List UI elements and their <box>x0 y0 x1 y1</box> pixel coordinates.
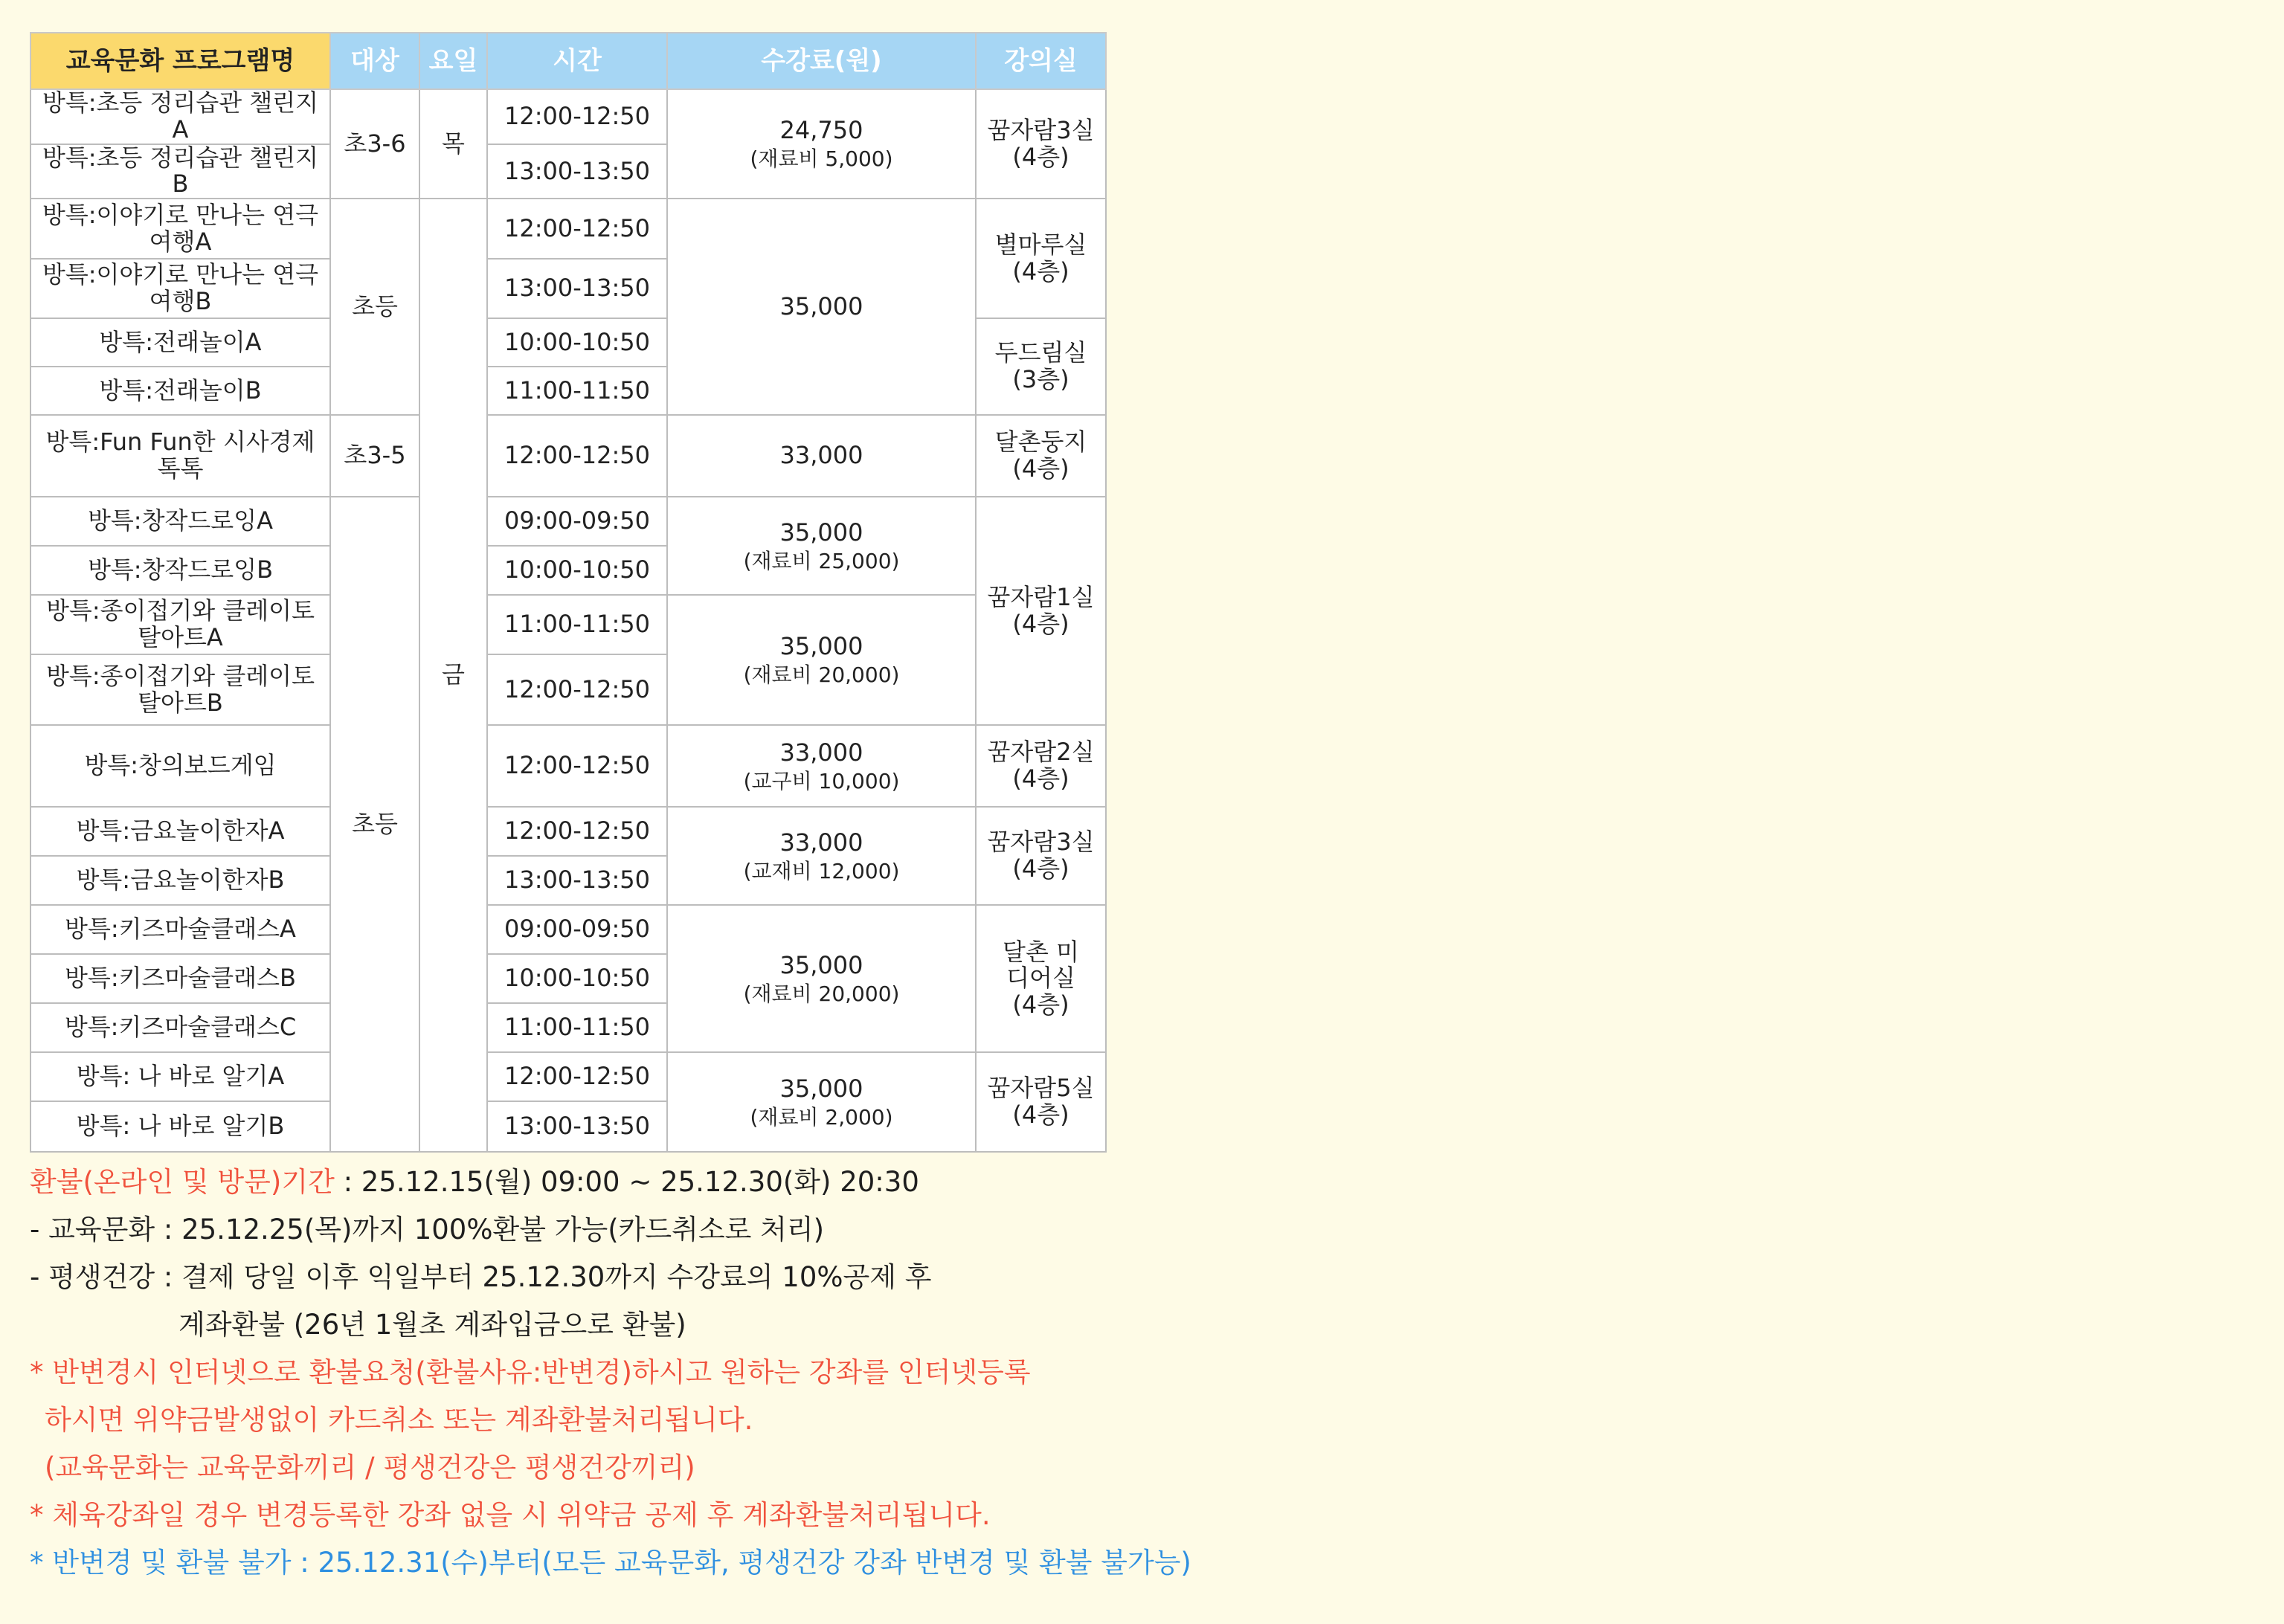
fee-note: (재료비 2,000) <box>750 1104 893 1130</box>
program-name: 방특: 나 바로 알기A <box>30 1052 330 1101</box>
note-line: (교육문화는 교육문화끼리 / 평생건강은 평생건강끼리) <box>45 1451 695 1483</box>
time-cell: 12:00-12:50 <box>487 199 667 259</box>
program-name: 방특:창작드로잉B <box>30 546 330 595</box>
target-cell: 초3-5 <box>330 415 419 497</box>
program-name: 방특:창작드로잉A <box>30 497 330 546</box>
fee-cell <box>667 415 976 497</box>
room-cell <box>976 199 1106 318</box>
program-schedule-table <box>30 32 1107 1153</box>
note-line: * 반변경시 인터넷으로 환불요청(환불사유:반변경)하시고 원하는 강좌를 인터넷등록 <box>30 1356 1031 1388</box>
room-cell <box>976 415 1106 497</box>
program-name: 방특:금요놀이한자A <box>30 807 330 856</box>
fee-amount: 35,000 <box>779 518 863 547</box>
program-name: 방특:종이접기와 클레이토탈아트B <box>30 654 330 725</box>
room-floor: (4층) <box>1012 854 1069 883</box>
table-row <box>30 199 1106 259</box>
program-name: 방특:창의보드게임 <box>30 725 330 807</box>
fee-note: (재료비 20,000) <box>743 981 900 1006</box>
fee-cell <box>667 807 976 905</box>
fee-note: (재료비 20,000) <box>743 663 900 688</box>
room-floor: (4층) <box>1012 454 1069 483</box>
program-name: 방특:전래놀이A <box>30 318 330 367</box>
room-name: 달촌둥지 <box>994 428 1087 457</box>
fee-amount: 24,750 <box>779 116 863 145</box>
time-cell: 13:00-13:50 <box>487 259 667 318</box>
fee-cell <box>667 1052 976 1152</box>
room-floor: (3층) <box>1012 365 1069 394</box>
fee-note: (재료비 25,000) <box>743 548 900 573</box>
program-name: 방특:이야기로 만나는 연극여행B <box>30 259 330 318</box>
room-floor: (4층) <box>1012 257 1069 286</box>
day-cell: 목 <box>419 89 487 199</box>
time-cell: 12:00-12:50 <box>487 89 667 144</box>
refund-notes <box>30 1159 1220 1587</box>
room-cell <box>976 725 1106 807</box>
fee-amount: 33,000 <box>779 441 863 470</box>
room-floor: (4층) <box>1012 764 1069 793</box>
fee-amount: 35,000 <box>779 950 863 979</box>
time-cell: 10:00-10:50 <box>487 954 667 1003</box>
time-cell: 10:00-10:50 <box>487 546 667 595</box>
program-name: 방특:이야기로 만나는 연극여행A <box>30 199 330 259</box>
refund-period-line <box>30 1159 1220 1206</box>
room-name: 꿈자람5실 <box>987 1074 1095 1103</box>
program-name: 방특: 나 바로 알기B <box>30 1101 330 1152</box>
target-cell: 초등 <box>330 497 419 1152</box>
program-name: 방특:Fun Fun한 시사경제 톡톡 <box>30 415 330 497</box>
header-day: 요일 <box>419 33 487 89</box>
room-name: 꿈자람2실 <box>987 738 1095 767</box>
target-cell: 초3-6 <box>330 89 419 199</box>
table-row <box>30 497 1106 546</box>
header-room: 강의실 <box>976 33 1106 89</box>
fee-cell <box>667 199 976 415</box>
time-cell: 13:00-13:50 <box>487 1101 667 1152</box>
time-cell: 12:00-12:50 <box>487 1052 667 1101</box>
room-name: 달촌 미디어실 <box>1003 937 1079 993</box>
note-line: - 교육문화 : 25.12.25(목)까지 100%환불 가능(카드취소로 처리) <box>30 1214 825 1246</box>
note-line: 하시면 위약금발생없이 카드취소 또는 계좌환불처리됩니다. <box>45 1404 753 1436</box>
program-name: 방특:초등 정리습관 챌린지A <box>30 89 330 144</box>
fee-amount: 35,000 <box>779 1074 863 1103</box>
time-cell: 11:00-11:50 <box>487 595 667 654</box>
time-cell: 13:00-13:50 <box>487 856 667 905</box>
room-name: 꿈자람3실 <box>987 828 1095 857</box>
fee-cell <box>667 905 976 1052</box>
fee-cell <box>667 497 976 595</box>
time-cell: 10:00-10:50 <box>487 318 667 367</box>
fee-amount: 35,000 <box>779 291 863 320</box>
time-cell: 09:00-09:50 <box>487 497 667 546</box>
table-header-row <box>30 33 1106 89</box>
time-cell: 12:00-12:50 <box>487 725 667 807</box>
note-line: - 평생건강 : 결제 당일 이후 익일부터 25.12.30까지 수강료의 10%공제 후 <box>30 1261 932 1293</box>
header-program: 교육문화 프로그램명 <box>30 33 330 89</box>
room-cell <box>976 807 1106 905</box>
table-row <box>30 807 1106 856</box>
time-cell: 12:00-12:50 <box>487 415 667 497</box>
time-cell: 12:00-12:50 <box>487 654 667 725</box>
room-cell <box>976 89 1106 199</box>
table-row <box>30 905 1106 954</box>
fee-note: (재료비 5,000) <box>750 146 893 171</box>
program-name: 방특:키즈마술클래스A <box>30 905 330 954</box>
table-row <box>30 415 1106 497</box>
fee-amount: 35,000 <box>779 632 863 661</box>
header-target: 대상 <box>330 33 419 89</box>
program-name: 방특:종이접기와 클레이토탈아트A <box>30 595 330 654</box>
refund-period-label: 환불(온라인 및 방문)기간 <box>30 1166 335 1198</box>
fee-note: (교구비 10,000) <box>743 768 900 793</box>
room-name: 두드림실 <box>994 338 1087 367</box>
fee-note: (교재비 12,000) <box>743 858 900 883</box>
table-row <box>30 725 1106 807</box>
header-fee: 수강료(원) <box>667 33 976 89</box>
table-row <box>30 1052 1106 1101</box>
note-line: * 반변경 및 환불 불가 : 25.12.31(수)부터(모든 교육문화, 평생건강 강좌 반변경 및 환불 불가능) <box>30 1547 1191 1579</box>
fee-amount: 33,000 <box>779 828 863 857</box>
room-name: 꿈자람1실 <box>987 582 1095 611</box>
refund-period-value: : 25.12.15(월) 09:00 ~ 25.12.30(화) 20:30 <box>334 1166 919 1198</box>
fee-cell <box>667 89 976 199</box>
time-cell: 13:00-13:50 <box>487 144 667 199</box>
room-cell <box>976 1052 1106 1152</box>
fee-amount: 33,000 <box>779 738 863 767</box>
header-time: 시간 <box>487 33 667 89</box>
room-floor: (4층) <box>1012 142 1069 171</box>
note-line: 계좌환불 (26년 1월초 계좌입금으로 환불) <box>178 1309 686 1341</box>
time-cell: 11:00-11:50 <box>487 367 667 415</box>
program-name: 방특:키즈마술클래스B <box>30 954 330 1003</box>
room-name: 별마루실 <box>994 230 1087 259</box>
room-cell <box>976 497 1106 725</box>
table-row <box>30 595 1106 654</box>
room-cell <box>976 905 1106 1052</box>
room-floor: (4층) <box>1012 609 1069 638</box>
program-name: 방특:금요놀이한자B <box>30 856 330 905</box>
time-cell: 11:00-11:50 <box>487 1003 667 1052</box>
time-cell: 09:00-09:50 <box>487 905 667 954</box>
room-cell <box>976 318 1106 415</box>
target-cell: 초등 <box>330 199 419 415</box>
fee-cell <box>667 725 976 807</box>
table-row <box>30 89 1106 144</box>
program-name: 방특:키즈마술클래스C <box>30 1003 330 1052</box>
room-floor: (4층) <box>1012 990 1069 1019</box>
time-cell: 12:00-12:50 <box>487 807 667 856</box>
program-name: 방특:전래놀이B <box>30 367 330 415</box>
fee-cell <box>667 595 976 725</box>
program-name: 방특:초등 정리습관 챌린지B <box>30 144 330 199</box>
note-line: * 체육강좌일 경우 변경등록한 강좌 없을 시 위약금 공제 후 계좌환불처리됩니다. <box>30 1499 991 1531</box>
day-cell: 금 <box>419 199 487 1152</box>
room-name: 꿈자람3실 <box>987 115 1095 144</box>
room-floor: (4층) <box>1012 1101 1069 1130</box>
